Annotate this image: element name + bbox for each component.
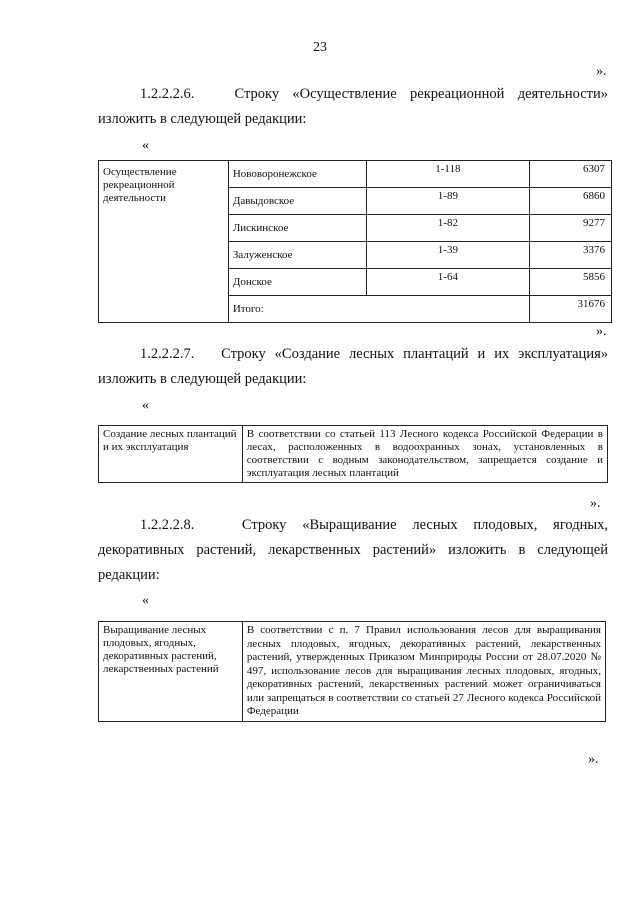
area-cell: 9277 — [530, 215, 612, 242]
forestry-cell: Донское — [228, 269, 366, 296]
quarters-cell: 1-82 — [366, 215, 529, 242]
section-text: Строку «Выращивание лесных плодовых, ягодных, — [241, 517, 609, 533]
recreation-table — [98, 160, 612, 323]
quarters-cell: 1-89 — [366, 188, 529, 215]
section-first-line — [98, 82, 608, 107]
section-text-cont: изложить в следующей редакции: — [98, 111, 307, 127]
section-text: Строку «Создание лесных плантаций и их эксплуатация» — [221, 346, 609, 362]
section-1-2-2-2-8 — [98, 513, 608, 588]
opening-quote-3: « — [142, 593, 149, 608]
closing-quote-1: ». — [596, 64, 607, 79]
description-cell: В соответствии со статьей 113 Лесного кодекса Российской Федерации в лесах, расположенных в водоохранных зонах, установленных в соответствии с водным законодательством, запрещается создание и эксплуатация лесных плантаций — [242, 426, 607, 483]
category-cell: Создание лесных плантаций и их эксплуатация — [99, 426, 243, 483]
area-cell: 6860 — [530, 188, 612, 215]
quarters-cell: 1-64 — [366, 269, 529, 296]
section-first-line — [98, 342, 608, 367]
section-number: 1.2.2.2.8. — [140, 517, 195, 533]
forestry-cell: Лискинское — [228, 215, 366, 242]
category-cell: Осуществление рекреационной деятельности — [99, 161, 229, 323]
closing-quote-2: ». — [596, 324, 607, 339]
section-number: 1.2.2.2.6. — [140, 86, 195, 102]
quarters-cell: 1-39 — [366, 242, 529, 269]
berries-table — [98, 621, 606, 722]
section-1-2-2-2-7 — [98, 342, 608, 392]
area-cell: 6307 — [530, 161, 612, 188]
opening-quote-2: « — [142, 398, 149, 413]
forestry-cell: Нововоронежское — [228, 161, 366, 188]
section-first-line — [98, 513, 608, 538]
section-number: 1.2.2.2.7. — [140, 346, 195, 362]
area-cell: 3376 — [530, 242, 612, 269]
opening-quote-1: « — [142, 138, 149, 153]
forestry-cell: Залуженское — [228, 242, 366, 269]
description-cell: В соответствии с п. 7 Правил использования лесов для выращивания лесных плодовых, ягодных, декоративных растений, лекарственных растений, утвержденных Приказом Минприроды России от 28.07.2020 № 497, использование лесов для выращивания лесных плодовых, ягодных, декоративных растений, лекарственных растений может ограничиваться или запрещаться в соответствии со статьей 27 Лесного кодекса Российской Федерации — [242, 622, 605, 722]
plantations-table — [98, 425, 608, 483]
quarters-cell: 1-118 — [366, 161, 529, 188]
section-text: Строку «Осуществление рекреационной деятельности» — [234, 86, 608, 102]
total-value: 31676 — [530, 296, 612, 323]
page-number: 23 — [313, 40, 327, 55]
forestry-cell: Давыдовское — [228, 188, 366, 215]
area-cell: 5856 — [530, 269, 612, 296]
table-row — [99, 161, 612, 188]
total-label: Итого: — [228, 296, 529, 323]
section-text-cont: декоративных растений, лекарственных растений» изложить в следующей — [98, 542, 608, 558]
closing-quote-4: ». — [588, 752, 599, 767]
section-1-2-2-2-6 — [98, 82, 608, 132]
table-row — [99, 622, 606, 722]
closing-quote-3: ». — [590, 496, 601, 511]
section-text-cont: изложить в следующей редакции: — [98, 371, 307, 387]
table-row — [99, 426, 608, 483]
category-cell: Выращивание лесных плодовых, ягодных, декоративных растений, лекарственных растений — [99, 622, 243, 722]
section-text-cont-2: редакции: — [98, 567, 160, 583]
